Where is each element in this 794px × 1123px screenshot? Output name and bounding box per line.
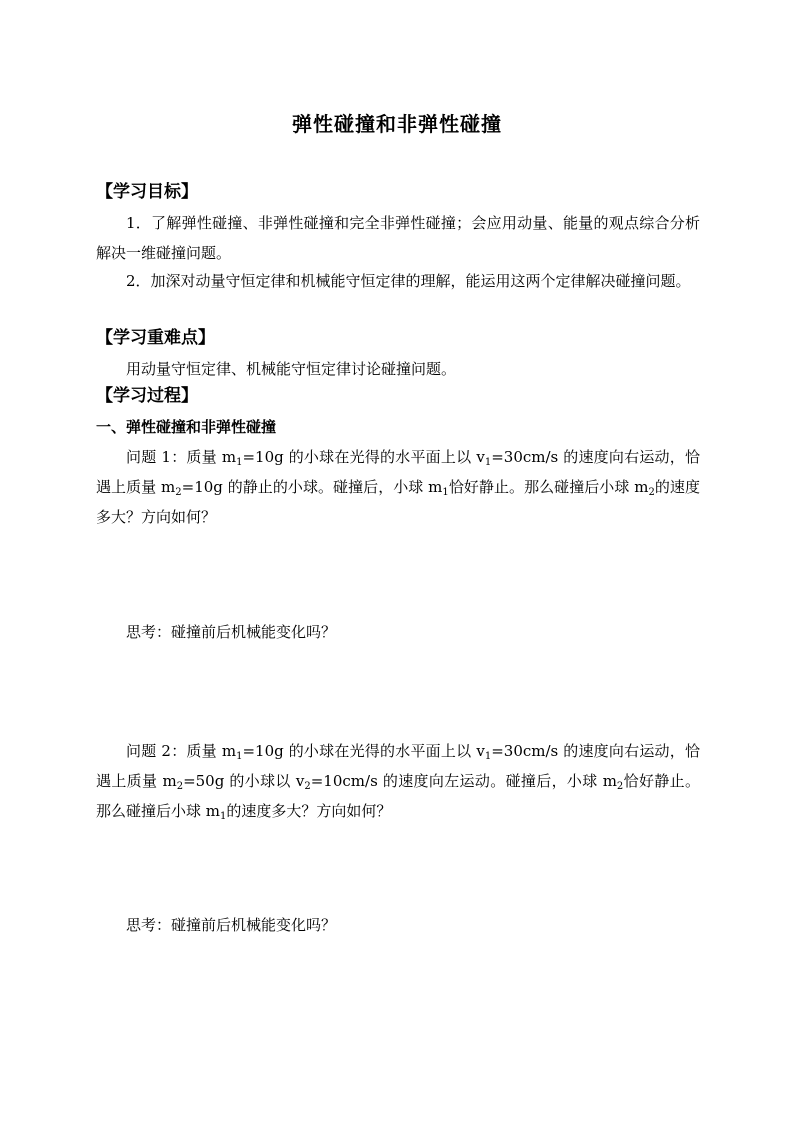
problem-1-text: 恰好静止。那么碰撞后小球 m <box>448 478 649 496</box>
problem-2-text: =50g 的小球以 v <box>183 772 305 790</box>
problem-1-text: 的速度多大？方向如何？ <box>96 478 700 526</box>
subscript: 1 <box>220 811 227 822</box>
part-1-heading: 一、弹性碰撞和非弹性碰撞 <box>96 418 277 436</box>
think-question-1: 思考：碰撞前后机械能变化吗？ <box>126 623 337 641</box>
problem-1 <box>96 442 700 532</box>
problem-2-text: 问题 2：质量 m <box>126 742 237 760</box>
problem-2-text: =10cm/s 的速度向左运动。碰撞后，小球 m <box>310 772 617 790</box>
objective-1: 1．了解弹性碰撞、非弹性碰撞和完全非弹性碰撞；会应用动量、能量的观点综合分析解决一维碰撞问题。 <box>96 214 700 262</box>
think-question-2: 思考：碰撞前后机械能变化吗？ <box>126 916 337 934</box>
subscript: 1 <box>236 751 243 762</box>
subscript: 2 <box>175 487 182 498</box>
problem-2-text: 的速度多大？方向如何？ <box>226 802 392 820</box>
problem-2-text: =10g 的小球在光得的水平面上以 v <box>242 742 485 760</box>
subscript: 2 <box>176 781 184 792</box>
key-points-heading: 【学习重难点】 <box>96 328 215 348</box>
subscript: 1 <box>442 487 449 498</box>
problem-2-text: =30cm/s 的速度向右运动，恰遇上质量 m <box>96 742 700 790</box>
subscript: 1 <box>236 457 243 468</box>
subscript: 1 <box>484 457 492 468</box>
problem-1-text: =30cm/s 的速度向右运动，恰遇上质量 m <box>96 448 700 496</box>
problem-1-text: =10g 的小球在光得的水平面上以 v <box>242 448 485 466</box>
key-points-text: 用动量守恒定律、机械能守恒定律讨论碰撞问题。 <box>126 360 457 378</box>
process-heading: 【学习过程】 <box>96 386 198 406</box>
problem-1-text: 问题 1：质量 m <box>126 448 237 466</box>
objective-2: 2．加深对动量守恒定律和机械能守恒定律的理解，能运用这两个定律解决碰撞问题。 <box>126 272 691 290</box>
subscript: 2 <box>616 781 624 792</box>
problem-2-text: 恰好静止。那么碰撞后小球 m <box>96 772 700 820</box>
subscript: 1 <box>484 751 492 762</box>
subscript: 2 <box>648 487 655 498</box>
problem-2 <box>96 736 700 826</box>
problem-1-text: =10g 的静止的小球。碰撞后，小球 m <box>181 478 443 496</box>
objectives-heading: 【学习目标】 <box>96 182 198 202</box>
document-title: 弹性碰撞和非弹性碰撞 <box>292 112 502 136</box>
subscript: 2 <box>304 781 311 792</box>
